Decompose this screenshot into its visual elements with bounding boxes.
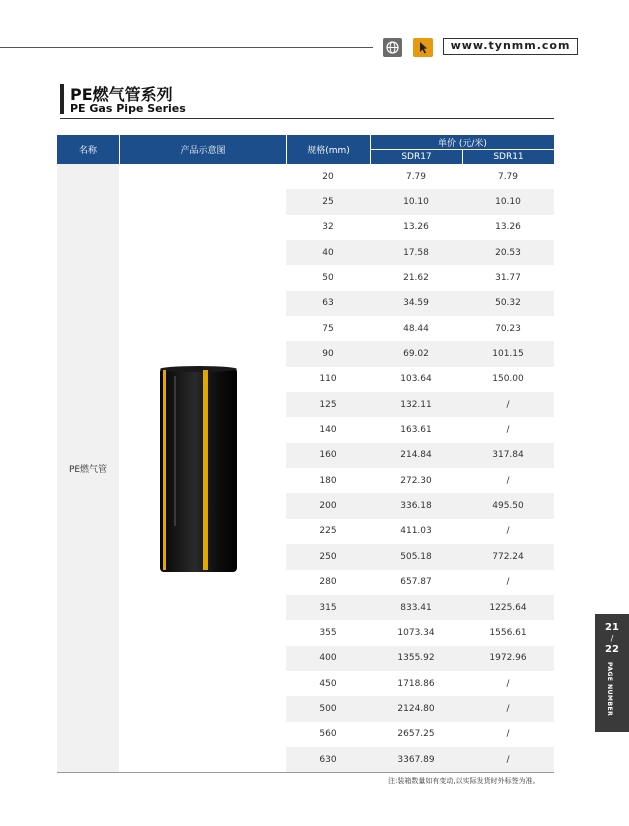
header-sdr11: SDR11 bbox=[463, 150, 554, 164]
sdr11-price-cell: 7.79 bbox=[497, 171, 519, 182]
sdr17-price-cell: 1718.86 bbox=[397, 678, 435, 689]
sdr11-price-cell: / bbox=[506, 577, 510, 588]
table-row bbox=[286, 164, 554, 189]
header-price: 单价 (元/米) bbox=[371, 135, 554, 149]
sdr11-price-cell: 1556.61 bbox=[489, 627, 527, 638]
sdr17-price-cell: 69.02 bbox=[403, 349, 429, 360]
header-sdr17: SDR17 bbox=[371, 150, 462, 164]
spec-cell: 315 bbox=[319, 602, 337, 613]
sdr17-price-cell: 48.44 bbox=[403, 323, 429, 334]
header-rule bbox=[0, 47, 373, 48]
table-row bbox=[286, 367, 554, 392]
sdr11-price-cell: / bbox=[506, 703, 510, 714]
sdr17-price-cell: 1355.92 bbox=[397, 653, 435, 664]
sdr17-price-cell: 132.11 bbox=[400, 399, 432, 410]
sdr17-price-cell: 103.64 bbox=[400, 374, 432, 385]
sdr11-price-cell: 150.00 bbox=[492, 374, 524, 385]
spec-cell: 280 bbox=[319, 577, 337, 588]
table-row bbox=[286, 646, 554, 671]
sdr11-price-cell: 31.77 bbox=[495, 273, 521, 284]
table-bottom-rule bbox=[57, 772, 554, 773]
sdr11-price-cell: 495.50 bbox=[492, 501, 524, 512]
spec-cell: 75 bbox=[322, 323, 334, 334]
table-row bbox=[286, 747, 554, 772]
sdr11-price-cell: 772.24 bbox=[492, 551, 524, 562]
sdr17-price-cell: 657.87 bbox=[400, 577, 432, 588]
spec-cell: 90 bbox=[322, 349, 334, 360]
sdr11-price-cell: 50.32 bbox=[495, 298, 521, 309]
sdr11-price-cell: 13.26 bbox=[495, 222, 521, 233]
table-row bbox=[286, 265, 554, 290]
product-image-cell bbox=[120, 164, 286, 772]
sdr17-price-cell: 13.26 bbox=[403, 222, 429, 233]
page-subtitle: PE Gas Pipe Series bbox=[70, 102, 186, 115]
table-row bbox=[286, 595, 554, 620]
sdr17-price-cell: 833.41 bbox=[400, 602, 432, 613]
cursor-icon[interactable] bbox=[413, 38, 433, 57]
sdr11-price-cell: / bbox=[506, 526, 510, 537]
spec-cell: 20 bbox=[322, 171, 334, 182]
sdr17-price-cell: 2124.80 bbox=[397, 703, 435, 714]
sdr17-price-cell: 10.10 bbox=[403, 197, 429, 208]
sdr17-price-cell: 21.62 bbox=[403, 273, 429, 284]
spec-cell: 355 bbox=[319, 627, 337, 638]
spec-cell: 63 bbox=[322, 298, 334, 309]
sdr11-price-cell: / bbox=[506, 729, 510, 740]
table-row bbox=[286, 341, 554, 366]
sdr11-price-cell: 101.15 bbox=[492, 349, 524, 360]
table-row bbox=[286, 468, 554, 493]
table-row bbox=[286, 392, 554, 417]
sdr11-price-cell: 1225.64 bbox=[489, 602, 527, 613]
table-row bbox=[286, 316, 554, 341]
spec-cell: 450 bbox=[319, 678, 337, 689]
sdr17-price-cell: 214.84 bbox=[400, 450, 432, 461]
spec-cell: 560 bbox=[319, 729, 337, 740]
sdr11-price-cell: / bbox=[506, 754, 510, 765]
page-number-left: 21 bbox=[605, 622, 619, 633]
spec-cell: 25 bbox=[322, 197, 334, 208]
sdr17-price-cell: 163.61 bbox=[400, 425, 432, 436]
sdr11-price-cell: 70.23 bbox=[495, 323, 521, 334]
table-row bbox=[286, 722, 554, 747]
page-title: PE燃气管系列 bbox=[70, 85, 173, 104]
page-number-right: 22 bbox=[605, 644, 619, 655]
sdr11-price-cell: / bbox=[506, 425, 510, 436]
spec-cell: 40 bbox=[322, 247, 334, 258]
sdr17-price-cell: 411.03 bbox=[400, 526, 432, 537]
sdr11-price-cell: 10.10 bbox=[495, 197, 521, 208]
sdr17-price-cell: 7.79 bbox=[405, 171, 427, 182]
spec-cell: 500 bbox=[319, 703, 337, 714]
product-name: PE燃气管 bbox=[68, 464, 108, 475]
spec-cell: 180 bbox=[319, 475, 337, 486]
spec-cell: 400 bbox=[319, 653, 337, 664]
table-row bbox=[286, 215, 554, 240]
sdr11-price-cell: 317.84 bbox=[492, 450, 524, 461]
sdr17-price-cell: 272.30 bbox=[400, 475, 432, 486]
sdr17-price-cell: 2657.25 bbox=[397, 729, 435, 740]
spec-cell: 630 bbox=[319, 754, 337, 765]
table-row bbox=[286, 240, 554, 265]
sdr17-price-cell: 505.18 bbox=[400, 551, 432, 562]
globe-icon[interactable] bbox=[383, 38, 402, 57]
spec-cell: 200 bbox=[319, 501, 337, 512]
price-table-body bbox=[286, 164, 554, 772]
sdr11-price-cell: / bbox=[506, 475, 510, 486]
sdr17-price-cell: 34.59 bbox=[403, 298, 429, 309]
page-number-separator: / bbox=[610, 634, 614, 643]
table-row bbox=[286, 417, 554, 442]
title-accent-bar bbox=[60, 84, 64, 114]
spec-cell: 140 bbox=[319, 425, 337, 436]
spec-cell: 250 bbox=[319, 551, 337, 562]
title-rule bbox=[60, 118, 554, 119]
header-image: 产品示意图 bbox=[120, 135, 286, 164]
table-row bbox=[286, 696, 554, 721]
spec-cell: 160 bbox=[319, 450, 337, 461]
page-number-label: PAGE NUMBER bbox=[606, 662, 613, 717]
sdr17-price-cell: 1073.34 bbox=[397, 627, 435, 638]
sdr11-price-cell: 1972.96 bbox=[489, 653, 527, 664]
sdr17-price-cell: 17.58 bbox=[403, 247, 429, 258]
table-row bbox=[286, 570, 554, 595]
page-number-tab bbox=[595, 614, 629, 732]
sdr11-price-cell: / bbox=[506, 678, 510, 689]
table-row bbox=[286, 519, 554, 544]
spec-cell: 32 bbox=[322, 222, 334, 233]
footnote: 注:装箱数量如有变动,以实际发货时外标签为准。 bbox=[388, 777, 540, 785]
pipe-image bbox=[120, 164, 286, 772]
sdr11-price-cell: 20.53 bbox=[495, 247, 521, 258]
table-row bbox=[286, 189, 554, 214]
header-spec: 规格(mm) bbox=[287, 135, 370, 164]
header-name: 名称 bbox=[57, 135, 119, 164]
sdr17-price-cell: 336.18 bbox=[400, 501, 432, 512]
table-row bbox=[286, 544, 554, 569]
website-url[interactable]: www.tynmm.com bbox=[443, 38, 578, 55]
spec-cell: 125 bbox=[319, 399, 337, 410]
spec-cell: 225 bbox=[319, 526, 337, 537]
sdr17-price-cell: 3367.89 bbox=[397, 754, 435, 765]
table-row bbox=[286, 291, 554, 316]
spec-cell: 50 bbox=[322, 273, 334, 284]
table-row bbox=[286, 620, 554, 645]
product-name-cell bbox=[57, 164, 119, 772]
spec-cell: 110 bbox=[319, 374, 337, 385]
table-row bbox=[286, 671, 554, 696]
table-row bbox=[286, 493, 554, 518]
sdr11-price-cell: / bbox=[506, 399, 510, 410]
table-row bbox=[286, 443, 554, 468]
